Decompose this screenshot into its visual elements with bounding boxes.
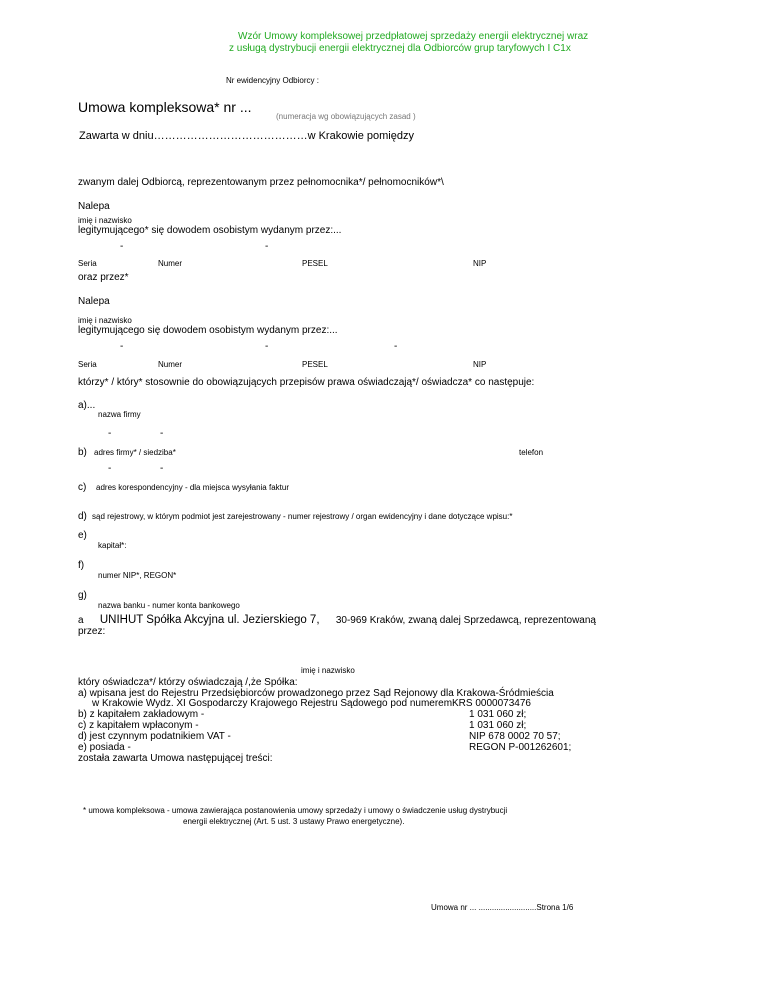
rep1-dash-1: - [120,241,124,252]
seller-line-1 [78,614,596,627]
seller-address: 30-969 Kraków, zwaną dalej Sprzedawcą, reprezentowaną [335,615,596,626]
item-g-sub: nazwa banku - numer konta bankowego [98,601,240,610]
rep2-dash-3: - [394,341,398,352]
rep2-name-label: imię i nazwisko [78,316,132,325]
item-f-label: f) [78,560,85,571]
seller-name-label: imię i nazwisko [301,666,355,675]
rep1-name-label: imię i nazwisko [78,216,132,225]
item-g-label: g) [78,590,87,601]
seller-krs: KRS 0000073476 [452,698,531,709]
seller-d-value: NIP 678 0002 70 57; [469,731,561,742]
item-f-sub: numer NIP*, REGON* [98,571,177,580]
seller-b-value: 1 031 060 zł; [469,709,527,720]
numbering-note: (numeracja wg obowiązujących zasad ) [276,112,416,121]
header-line-1: Wzór Umowy kompleksowej przedpłatowej sprzedaży energii elektrycznej wraz [238,31,589,42]
nr-ewidencyjny: Nr ewidencyjny Odbiorcy : [226,76,319,85]
item-a-dash-2: - [160,428,164,439]
page-footer: Umowa nr ... ..........................Strona 1/6 [431,903,574,912]
item-a-dash-1: - [108,428,112,439]
item-b-dash-2: - [160,463,164,474]
seller-c: c) z kapitałem wpłaconym - [78,720,199,731]
rep1-id-line: legitymującego* się dowodem osobistym wydanym przez:... [78,225,342,236]
item-d-label: d) [78,511,87,522]
rep2-id-line: legitymującego się dowodem osobistym wydanym przez:... [78,325,338,336]
seller-line-2: przez: [78,626,106,637]
seller-e-value: REGON P-001262601; [469,742,572,753]
rep2-name: Nalepa [78,296,110,307]
rep1-col-nip: NIP [473,259,487,268]
rep2-col-numer: Numer [158,360,183,369]
item-a-label: a)... [78,400,96,411]
page-title: Umowa kompleksowa* nr ... [78,99,252,115]
item-e-label: e) [78,530,87,541]
seller-d: d) jest czynnym podatnikiem VAT - [78,731,231,742]
item-a-sub: nazwa firmy [98,410,141,419]
seller-a-line-1-text: a) wpisana jest do Rejestru Przedsiębiorców prowadzonego przez Sąd Rejonowy dla Krakowa-Śródmieścia [78,688,554,699]
item-d-text: sąd rejestrowy, w którym podmiot jest zarejestrowany - numer rejestrowy / organ ewidencyjny i dane dotyczące wpisu:* [92,512,513,521]
rep1-col-numer: Numer [158,259,183,268]
item-b-label: b) [78,447,87,458]
rep2-col-seria: Seria [78,360,97,369]
item-c-sub: adres korespondencyjny - dla miejsca wysyłania faktur [96,483,289,492]
item-b-sub: adres firmy* / siedziba* [94,448,176,457]
rep2-dash-1: - [120,341,124,352]
item-c-label: c) [78,482,87,493]
concluded-line: Zawarta w dniu……………………………………w Krakowie pomiędzy [79,130,414,142]
rep2-col-nip: NIP [473,360,487,369]
rep2-dash-2: - [265,341,269,352]
seller-a-line-2: w Krakowie Wydz. XI Gospodarczy Krajowego Rejestru Sądowego pod numerem [92,698,453,709]
rep1-name: Nalepa [78,201,110,212]
rep1-col-pesel: PESEL [302,259,328,268]
footnote-line-1: * umowa kompleksowa - umowa zawierająca postanowienia umowy sprzedaży i umowy o świadczenie usług dystrybucji [83,806,508,815]
called-line: zwanym dalej Odbiorcą, reprezentowanym przez pełnomocnika*/ pełnomocników*\ [78,177,444,188]
seller-c-value: 1 031 060 zł; [469,720,527,731]
item-e-sub: kapitał*: [98,541,127,550]
footnote-line-2: energii elektrycznej (Art. 5 ust. 3 ustawy Prawo energetyczne). [183,817,405,826]
seller-final: została zawarta Umowa następującej treści: [78,753,273,764]
seller-e: e) posiada - [78,742,131,753]
seller-prefix: a [78,615,84,626]
item-b-dash-1: - [108,463,112,474]
rep1-col-seria: Seria [78,259,97,268]
seller-name: UNIHUT Spółka Akcyjna ul. Jezierskiego 7, [99,614,320,626]
seller-b: b) z kapitałem zakładowym - [78,709,205,720]
header-line-2: z usługą dystrybucji energii elektrycznej dla Odbiorców grup taryfowych I C1x [229,43,571,54]
declaration-line: którzy* / który* stosownie do obowiązujących przepisów prawa oświadczają*/ oświadcza* co następuje: [78,377,535,388]
seller-declares: który oświadcza*/ którzy oświadczają /,że Spółka: [78,677,298,688]
rep2-col-pesel: PESEL [302,360,328,369]
item-b-phone: telefon [519,448,544,457]
rep1-dash-2: - [265,241,269,252]
oraz-line: oraz przez* [78,272,129,283]
